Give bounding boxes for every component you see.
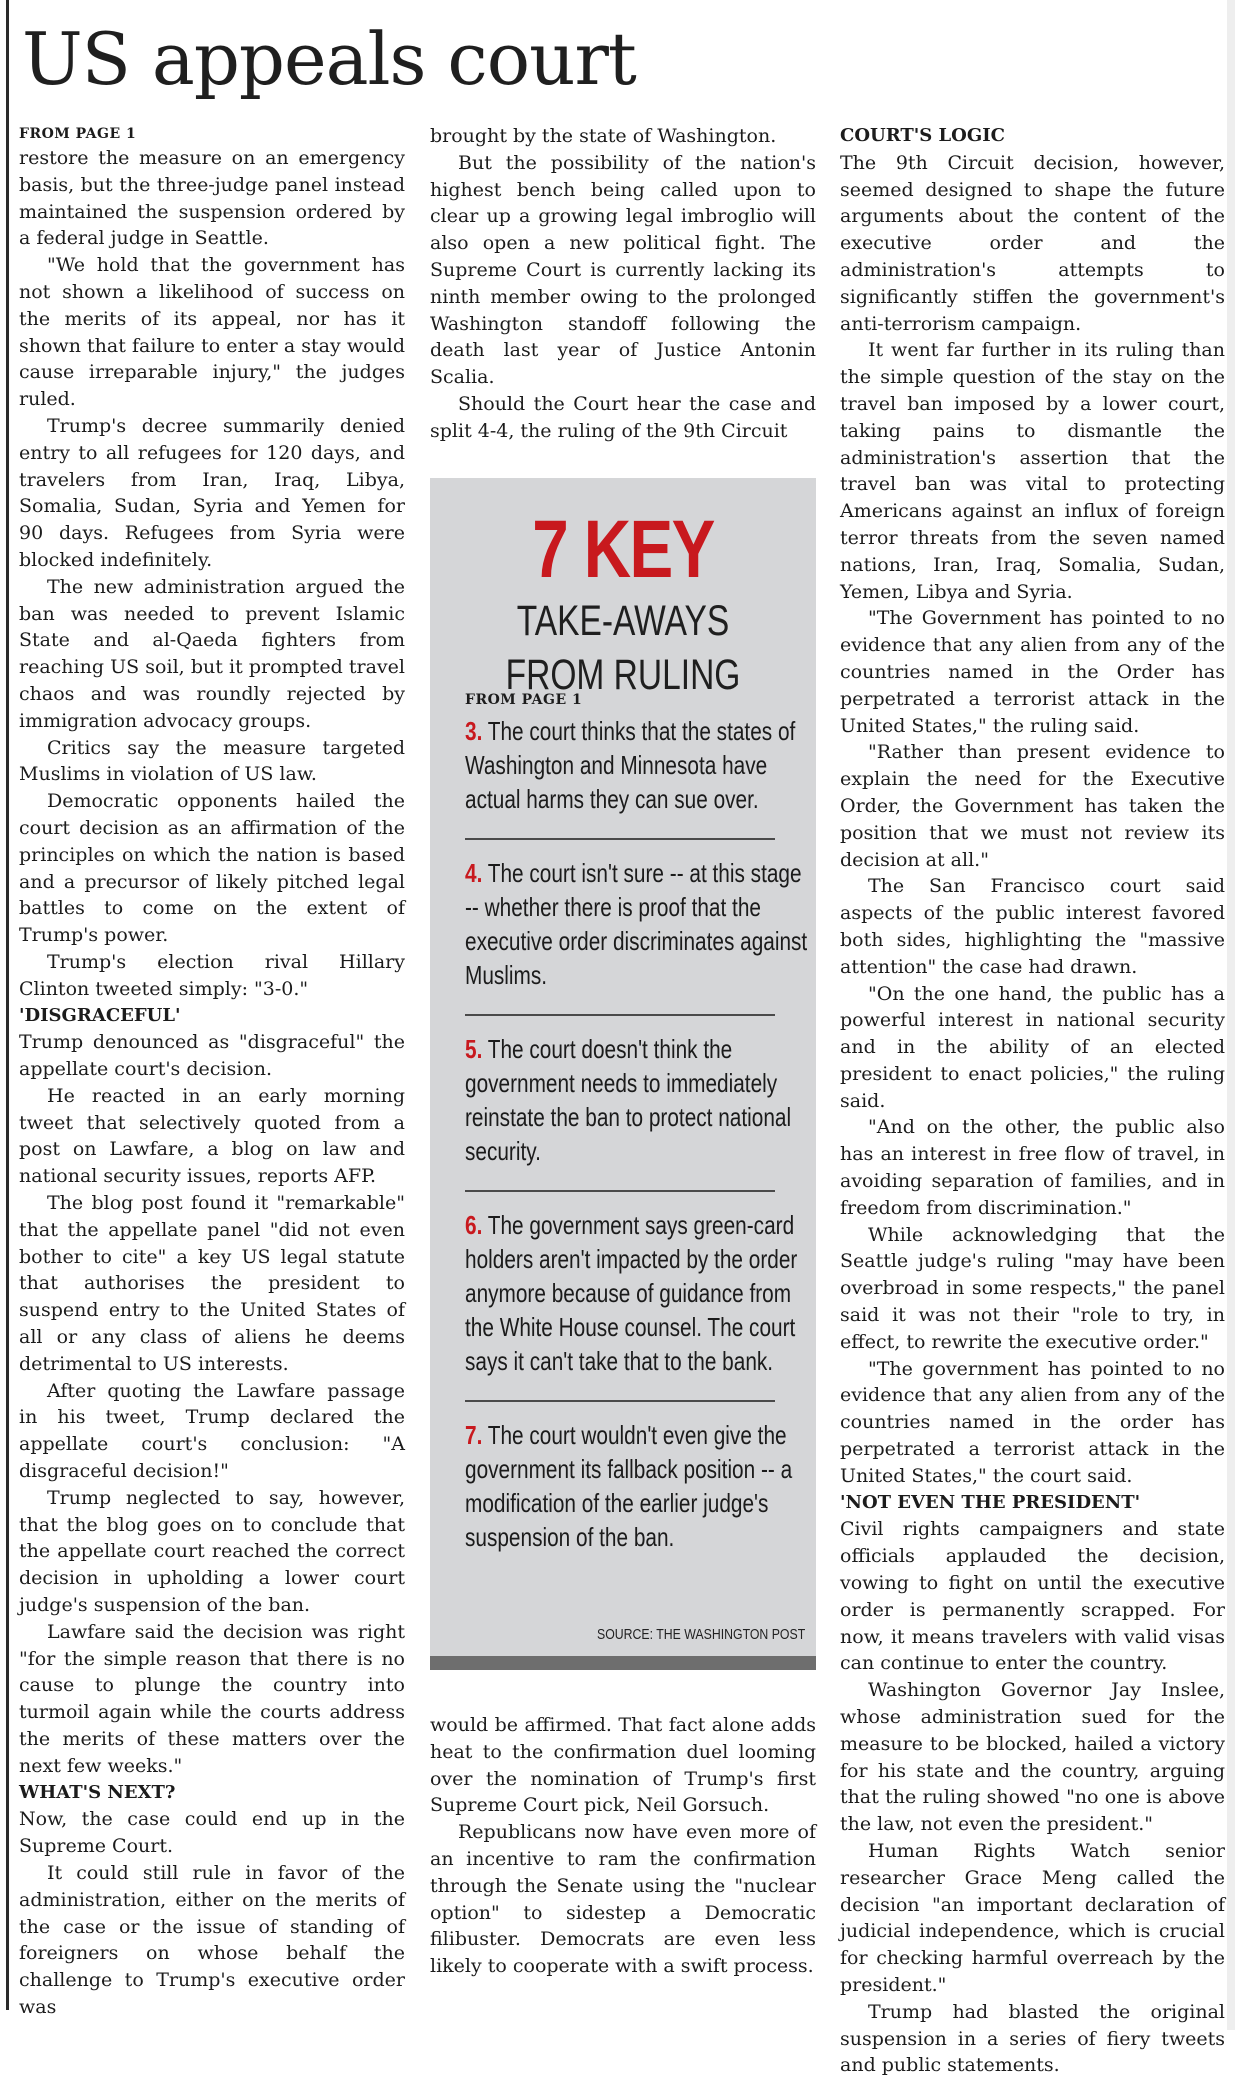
paragraph: He reacted in an early morning tweet that selectively quoted from a post on Lawfare, a blog on law and national security issues, reports AFP. <box>19 1084 405 1188</box>
takeaway-text: The court isn't sure -- at this stage -- whether there is proof that the executive order discriminates against Muslims. <box>465 858 808 990</box>
takeaway-item <box>465 1190 798 1378</box>
box-title <box>430 506 816 702</box>
paragraph: Civil rights campaigners and state officials applauded the decision, vowing to fight on until the executive order is permanently scrapped. For now, it means travelers with valid visas can continue to enter the country. <box>840 1518 1225 1675</box>
paragraph: After quoting the Lawfare passage in his tweet, Trump declared the appellate court's conclusion: "A disgraceful decision!" <box>19 1379 405 1483</box>
subhead-disgraceful: 'DISGRACEFUL' <box>19 1004 181 1026</box>
paragraph: "The Government has pointed to no evidence that any alien from any of the countries named in the Order has perpetrated a terrorist attack in the United States," the ruling said. <box>840 607 1225 737</box>
headline: US appeals court <box>22 17 636 101</box>
paragraph: While acknowledging that the Seattle judge's ruling "may have been overbroad in some respects," the panel said it was not their "role to try, in effect, to rewrite the executive order." <box>840 1223 1225 1353</box>
paragraph: "And on the other, the public also has an interest in free flow of travel, in avoiding separation of families, and in freedom from discrimination." <box>840 1116 1225 1219</box>
paragraph: The 9th Circuit decision, however, seemed designed to shape the future arguments about the content of the executive order and the administration's attempts to significantly stiffen the government's anti-terrorism campaign. <box>840 151 1225 335</box>
paragraph: "We hold that the government has not shown a likelihood of success on the merits of its appeal, nor has it shown that failure to enter a stay would cause irreparable injury," the judges ruled. <box>19 254 405 411</box>
takeaway-list <box>465 714 809 1554</box>
box-title-line-2: FROM RULING <box>505 651 741 699</box>
takeaway-item <box>465 838 808 992</box>
paragraph: Trump's election rival Hillary Clinton tweeted simply: "3-0." <box>19 950 405 1000</box>
paragraph: would be affirmed. That fact alone adds heat to the confirmation duel looming over the nomination of Trump's first Supreme Court pick, Neil Gorsuch. <box>430 1714 816 1817</box>
takeaway-item <box>465 1014 792 1168</box>
paragraph: restore the measure on an emergency basis, but the three-judge panel instead maintained the suspension ordered by a federal judge in Seattle. <box>19 147 405 250</box>
paragraph: "On the one hand, the public has a powerful interest in national security and in the ability of an elected president to enact policies," the ruling said. <box>840 982 1225 1112</box>
takeaway-text: The court thinks that the states of Washington and Minnesota have actual harms they can sue over. <box>465 716 796 814</box>
paragraph: Trump neglected to say, however, that the blog goes on to conclude that the appellate court reached the correct decision in upholding a lower court judge's suspension of the ban. <box>19 1486 405 1617</box>
paragraph: Trump denounced as "disgraceful" the appellate court's decision. <box>19 1031 405 1081</box>
column-right <box>840 123 1225 2079</box>
paragraph: The blog post found it "remarkable" that the appellate panel "did not even bother to cite" a key US legal statute that authorises the president to suspend entry to the United States of all or any class of aliens he deems detrimental to US interests. <box>19 1192 405 1375</box>
paragraph: Human Rights Watch senior researcher Grace Meng called the decision "an important declaration of judicial independence, which is crucial for checking harmful overreach by the president." <box>840 1840 1225 1996</box>
takeaway-number: 3. <box>465 716 483 746</box>
paragraph: But the possibility of the nation's highest bench being called upon to clear up a growing legal imbroglio will also open a new political fight. The Supreme Court is currently lacking its ninth member owing to the prolonged Washington standoff following the death last year of Justice Antonin Scalia. <box>430 151 816 389</box>
box-kicker: FROM PAGE 1 <box>465 692 583 708</box>
paragraph: Should the Court hear the case and split 4-4, the ruling of the 9th Circuit <box>430 392 816 442</box>
paragraph: It could still rule in favor of the administration, either on the merits of the case or the issue of standing of foreigners on whose behalf the challenge to Trump's executive order was <box>19 1862 405 2018</box>
box-title-big: 7 KEY <box>532 504 714 595</box>
takeaway-number: 5. <box>465 1034 483 1064</box>
takeaway-item <box>465 1400 793 1554</box>
paragraph: The San Francisco court said aspects of the public interest favored both sides, highlighting the "massive attention" the case had drawn. <box>840 875 1225 978</box>
paragraph: Lawfare said the decision was right "for the simple reason that there is no cause to plunge the country into turmoil again while the courts address the merits of these matters over the next few weeks." <box>19 1620 405 1777</box>
paragraph: Trump's decree summarily denied entry to all refugees for 120 days, and travelers from Iran, Iraq, Libya, Somalia, Sudan, Syria and Yemen for 90 days. Refugees from Syria were blocked indefinitely. <box>19 414 405 571</box>
paragraph: Democratic opponents hailed the court decision as an affirmation of the principles on which the nation is based and a precursor of likely pitched legal battles to come on the extent of Trump's power. <box>19 790 405 947</box>
takeaway-item <box>465 714 809 816</box>
paragraph: Republicans now have even more of an incentive to ram the confirmation through the Senate using the "nuclear option" to sidestep a Democratic filibuster. Democrats are even less likely to cooperate with a swift process. <box>430 1821 816 1978</box>
column-middle-top <box>430 123 816 445</box>
takeaway-number: 4. <box>465 858 483 888</box>
paragraph: "The government has pointed to no evidence that any alien from any of the countries named in the order has perpetrated a terrorist attack in the United States," the court said. <box>840 1357 1225 1487</box>
subhead-whats-next: WHAT'S NEXT? <box>19 1781 176 1803</box>
paragraph: Critics say the measure targeted Muslims in violation of US law. <box>19 736 405 786</box>
paragraph: The new administration argued the ban was needed to prevent Islamic State and al-Qaeda fighters from reaching US soil, but it prompted travel chaos and was roundly rejected by immigration advocacy groups. <box>19 575 405 732</box>
paragraph: It went far further in its ruling than the simple question of the stay on the travel ban imposed by a lower court, taking pains to dismantle the administration's assertion that the travel ban was vital to protecting Americans against an influx of foreign terror threats from the seven named nations, Iran, Iraq, Somalia, Sudan, Yemen, Libya and Syria. <box>840 339 1225 603</box>
right-page-edge <box>1227 0 1235 2030</box>
takeaway-text: The court wouldn't even give the government its fallback position -- a modification of the earlier judge's suspension of the ban. <box>465 1420 793 1552</box>
takeaway-text: The government says green-card holders aren't impacted by the order anymore because of guidance from the White House counsel. The court says it can't take that to the bank. <box>465 1210 798 1376</box>
paragraph: Now, the case could end up in the Supreme Court. <box>19 1808 405 1858</box>
column-left <box>19 123 405 2021</box>
column-middle-bottom <box>430 1712 816 1980</box>
takeaway-number: 7. <box>465 1420 483 1450</box>
subhead-not-even-the-president: 'NOT EVEN THE PRESIDENT' <box>840 1491 1141 1513</box>
paragraph: brought by the state of Washington. <box>430 125 777 147</box>
left-border-rule <box>6 0 9 2010</box>
paragraph: "Rather than present evidence to explain the need for the Executive Order, the Government has taken the position that we must not review its decision at all." <box>840 741 1225 871</box>
key-takeaways-box <box>430 478 816 1670</box>
subhead-courts-logic: COURT'S LOGIC <box>840 125 1005 146</box>
box-title-line-1: TAKE-AWAYS <box>516 597 730 645</box>
from-page-kicker: FROM PAGE 1 <box>19 126 137 142</box>
takeaway-text: The court doesn't think the government needs to immediately reinstate the ban to protect national security. <box>465 1034 792 1166</box>
paragraph: Washington Governor Jay Inslee, whose administration sued for the measure to be blocked, hailed a victory for his state and the country, arguing that the ruling showed "no one is above the law, not even the president." <box>840 1679 1225 1836</box>
takeaway-number: 6. <box>465 1210 483 1240</box>
paragraph: Trump had blasted the original suspension in a series of fiery tweets and public statements. <box>840 2000 1225 2077</box>
box-source-credit: SOURCE: THE WASHINGTON POST <box>597 1626 806 1643</box>
